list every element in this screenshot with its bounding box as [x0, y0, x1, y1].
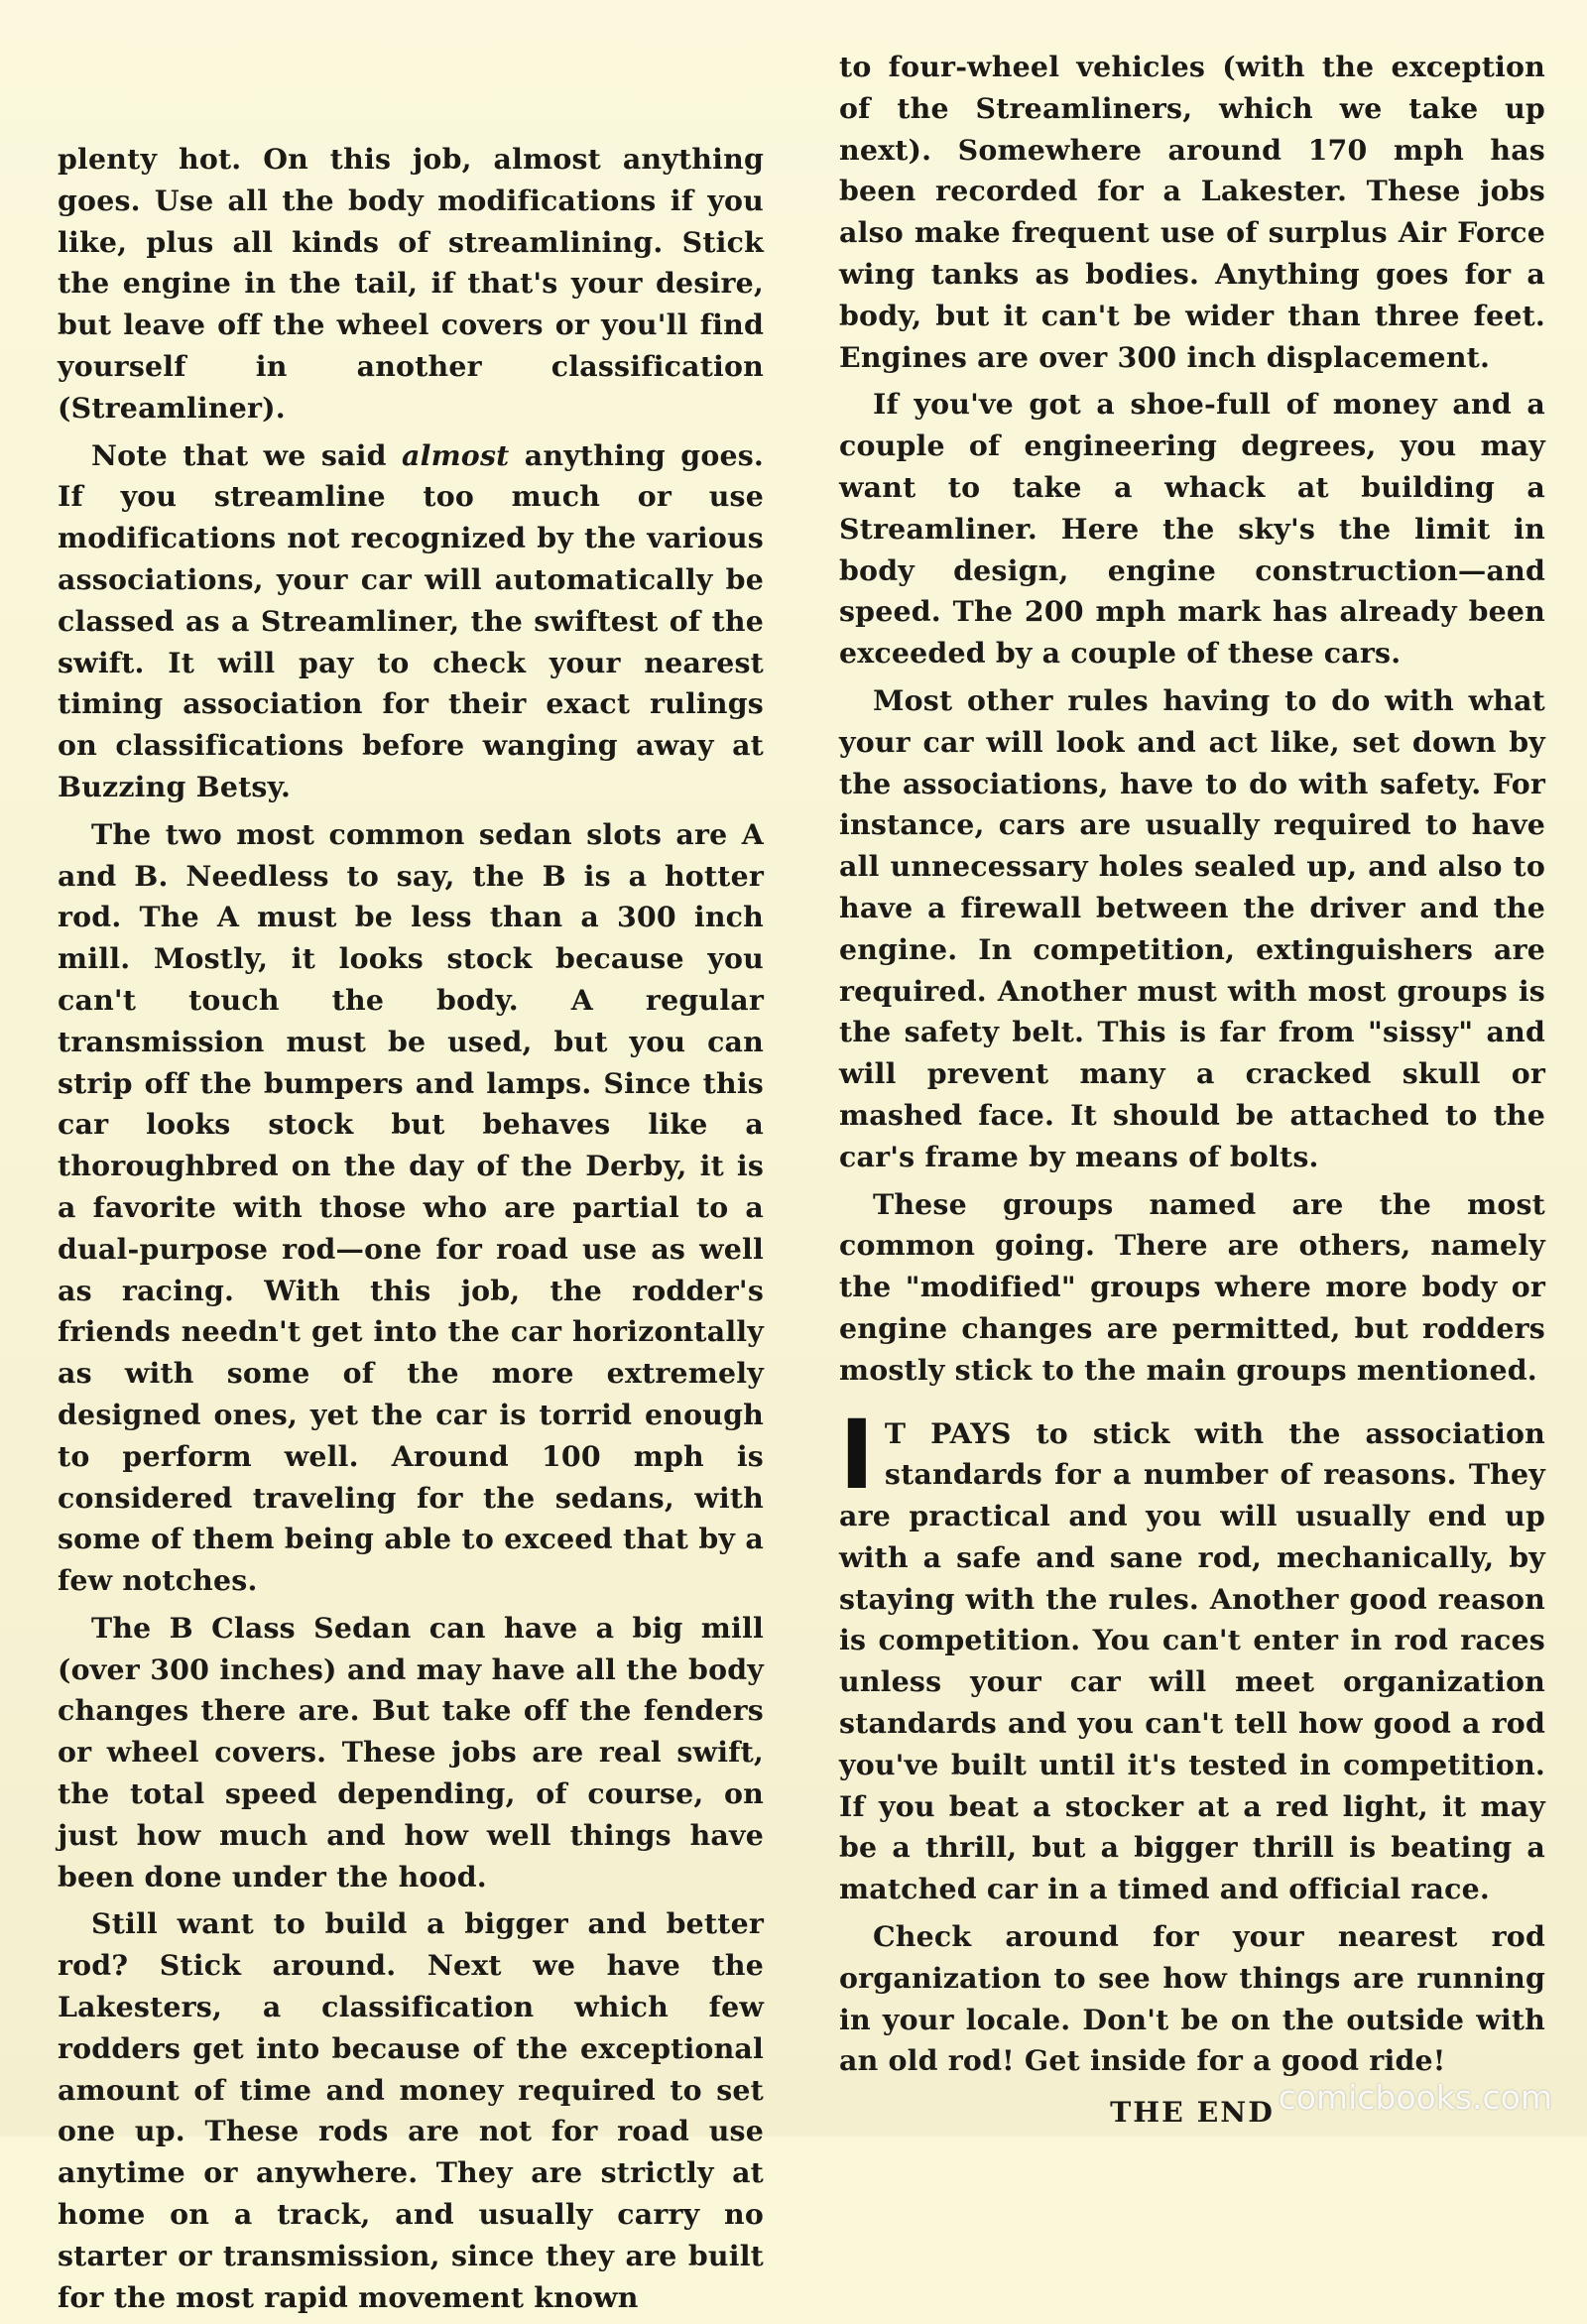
paragraph: The two most common sedan slots are A and B. Needless to say, the B is a hotter rod. The A must be less than a 300 inch mill. Mostly, it looks stock because you can't touch the body. A regular transmission must be used, but you can strip off the bumpers and lamps. Since this car looks stock but behaves like a thoroughbred on the day of the Derby, it is a favorite with those who are partial to a dual-purpose rod—one for road use as well as racing. With this job, the rodder's friends needn't get into the car horizontally as with some of the more extremely designed ones, yet the car is torrid enough to perform well. Around 100 mph is considered traveling for the sedans, with some of them being able to exceed that by a few notches.: [58, 816, 764, 1598]
right-column: [839, 47, 1545, 2134]
paragraph-text: Note that we said: [91, 437, 402, 472]
paragraph: [58, 435, 764, 808]
paragraph-text: T PAYS to stick with the association standards for a number of reasons. They are practical and you will usually end up with a safe and sane rod, mechanically, by staying with the rules. Another good reason is competition. You can't enter in rod races unless your car will meet organization standards and you can't tell how good a rod you've built until it's tested in competition. If you beat a stocker at a red light, it may be a thrill, but a bigger thrill is beating a matched car in a timed and official race.: [839, 1415, 1545, 1906]
paragraph: Still want to build a bigger and better rod? Stick around. Next we have the Lakesters, a classification which few rodders get into because of the exceptional amount of time and money required to set one up. These rods are not for road use anytime or anywhere. They are strictly at home on a track, and usually carry no starter or transmission, since they are built for the most rapid movement known: [58, 1906, 764, 2314]
watermark: comicbooks.com: [1278, 2078, 1552, 2117]
paragraph: plenty hot. On this job, almost anything goes. Use all the body modifications if you like, plus all kinds of streamlining. Stick the engine in the tail, if that's your desire, but leave off the wheel covers or you'll find yourself in another classification (Streamliner).: [58, 142, 764, 425]
drop-cap: I: [839, 1399, 875, 1511]
left-column: [58, 139, 764, 2324]
paragraph: If you've got a shoe-full of money and a couple of engineering degrees, you may want to take a whack at building a Streamliner. Here the sky's the limit in body design, engine construction—and speed. The 200 mph mark has already been exceeded by a couple of these cars.: [839, 387, 1545, 671]
paragraph: Check around for your nearest rod organization to see how things are running in your locale. Don't be on the outside with an old rod! Get inside for a good ride!: [839, 1919, 1545, 2078]
emphasis-text: almost: [401, 437, 510, 472]
paragraph: The B Class Sedan can have a big mill (over 300 inches) and may have all the body changes there are. But take off the fenders or wheel covers. These jobs are real swift, the total speed depending, of course, on just how much and how well things have been done under the hood.: [58, 1610, 764, 1894]
paragraph: These groups named are the most common going. There are others, namely the "modified" groups where more body or engine changes are permitted, but rodders mostly stick to the main groups mentioned.: [839, 1186, 1545, 1387]
the-end-label: THE END: [1110, 2095, 1275, 2130]
paragraph-text: anything goes. If you streamline too much or use modifications not recognized by the various associations, your car will automatically be classed as a Streamliner, the swiftest of the swift. It will pay to check your nearest timing association for their exact rulings on classifications before wanging away at Buzzing Betsy.: [58, 437, 765, 803]
paragraph: to four-wheel vehicles (with the exception of the Streamliners, which we take up next). Somewhere around 170 mph has been recorded for a Lakester. These jobs also make frequent use of surplus Air Force wing tanks as bodies. Anything goes for a body, but it can't be wider than three feet. Engines are over 300 inch displacement.: [839, 50, 1545, 374]
paragraph: [839, 1399, 1545, 1911]
paragraph: Most other rules having to do with what your car will look and act like, set down by the associations, have to do with safety. For instance, cars are usually required to have all unnecessary holes sealed up, and also to have a firewall between the driver and the engine. In competition, extinguishers are required. Another must with most groups is the safety belt. This is far from "sissy" and will prevent many a cracked skull or mashed face. It should be attached to the car's frame by means of bolts.: [839, 682, 1545, 1173]
